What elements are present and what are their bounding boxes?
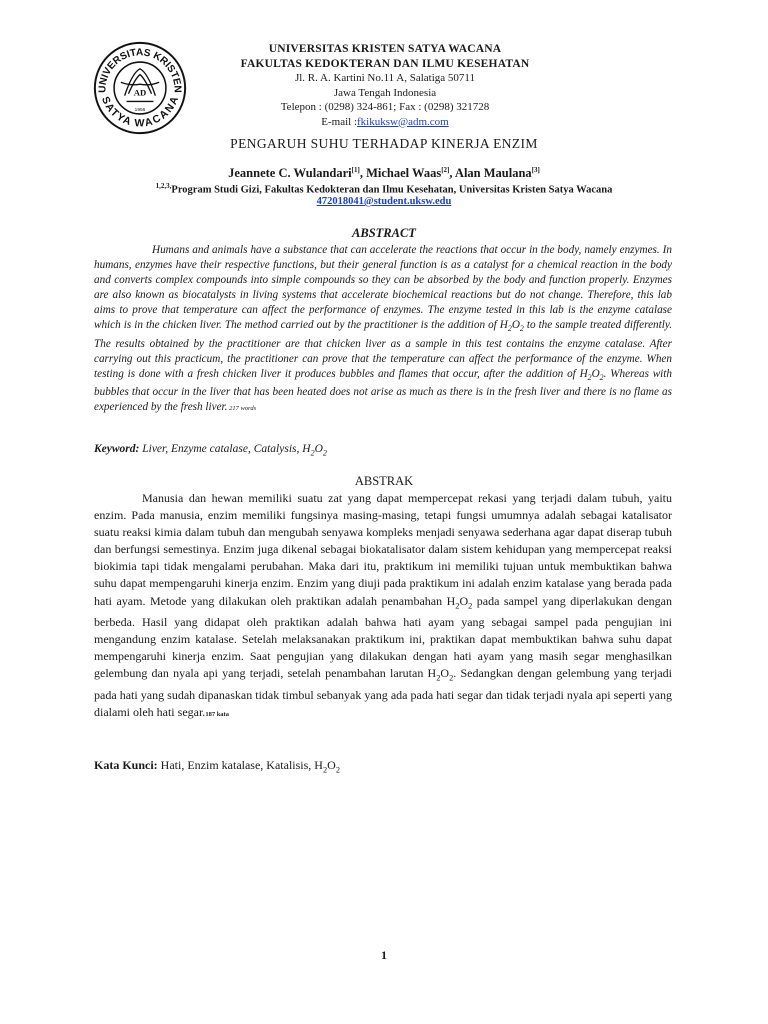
- letterhead: [190, 42, 580, 129]
- university-logo: [92, 40, 188, 136]
- subscript: 2: [310, 448, 315, 458]
- subscript: 2: [455, 600, 460, 610]
- author-2: Michael Waas: [366, 166, 442, 181]
- abstract-text-5: . Whereas with bubbles that occur in the liver that has been heated does not arise as much as there is in the fresh liver and there is no flame as experienced by the fresh liver.: [94, 367, 672, 414]
- contact-email-link[interactable]: 472018041@student.uksw.edu: [316, 196, 452, 207]
- faculty-email-link[interactable]: fkikuksw@adm.com: [357, 115, 449, 128]
- abstract-text-2: O: [511, 319, 520, 332]
- faculty-name: FAKULTAS KEDOKTERAN DAN ILMU KESEHATAN: [240, 57, 530, 70]
- kata-kunci-text: Hati, Enzim katalase, Katalisis, H: [157, 758, 323, 772]
- subscript: 2: [468, 600, 473, 610]
- kata-kunci-tail: O: [327, 758, 336, 772]
- contact-email-line: [0, 196, 768, 207]
- author-separator: ,: [359, 166, 367, 181]
- abstrak-word-count: 187 kata: [205, 710, 229, 718]
- author-2-ref: [2]: [441, 166, 450, 174]
- affiliation: [0, 182, 768, 196]
- abstract-text-1: Humans and animals have a substance that can accelerate the reactions that occur in the body, namely enzymes. In humans, enzymes have their respective functions, but their general function is as a catalyst for a chemical reaction in the body and converts complex compounds into simple compounds so they can be absorbed by the body and function properly. Enzymes are also known as biocatalysts in living systems that accelerate biochemical reactions but do not change. Therefore, this lab aims to prove that temperature can affect the performance of enzymes. The enzyme tested in this lab is the enzyme catalase which is in the chicken liver. The method carried out by the practitioner is the addition of H: [94, 244, 672, 332]
- author-list: [0, 166, 768, 181]
- abstrak-text-3: pada sampel yang diperlakukan dengan berbeda. Hasil yang didapat oleh praktikan adalah bahwa hati ayam yang sebagai sampel pada pengujian ini mengandung enzim katalase. Setelah melaksanakan praktikum ini, praktikan dapat membuktikan bahwa suhu dapat mempengaruhi kinerja enzim. Saat pengujian yang dilakukan dengan hati ayam yang masih segar menghasilkan gelembung dan nyala api yang terjadi, setelah penambahan larutan H: [94, 593, 672, 681]
- subscript: 2: [322, 448, 327, 458]
- email-label: E-mail :: [321, 115, 358, 128]
- subscript: 2: [519, 324, 524, 334]
- author-3-ref: [3]: [531, 166, 540, 174]
- abstract-word-count: 217 words: [227, 405, 257, 413]
- keywords-english: [94, 443, 672, 457]
- abstract-heading: ABSTRACT: [352, 226, 416, 240]
- letterhead-email-line: [190, 115, 580, 130]
- abstract-text-3: to the sample treated differently. The results obtained by the practitioner are that chicken liver as a sample in this test contains the enzyme catalase. After carrying out this practicum, the practitioner can prove that the temperature can affect the performance of the enzyme. When testing is done with a fresh chicken liver it produces bubbles and flames that occur, after the addition of H: [94, 319, 672, 380]
- phone-fax: Telepon : (0298) 324-861; Fax : (0298) 321728: [280, 101, 490, 113]
- kata-kunci-label: Kata Kunci:: [94, 758, 158, 772]
- abstract-text-4: O: [591, 367, 600, 380]
- page-number: 1: [381, 948, 387, 962]
- logo-ring-top: UNIVERSITAS KRISTEN: [97, 47, 183, 93]
- abstrak-heading: ABSTRAK: [354, 474, 414, 488]
- subscript: 2: [322, 765, 328, 775]
- subscript: 2: [436, 673, 441, 683]
- abstrak-text-4: O: [440, 666, 450, 681]
- author-separator: ,: [449, 166, 455, 181]
- logo-initials: AD: [133, 87, 147, 98]
- subscript: 2: [507, 324, 512, 334]
- abstrak-body: [94, 490, 672, 723]
- logo-ring-bottom: SATYA WACANA: [98, 94, 182, 130]
- subscript: 2: [599, 373, 604, 383]
- abstrak-text-1: Manusia dan hewan memiliki suatu zat yang dapat mempercepat rekasi yang terjadi dalam tubuh, yaitu enzim. Pada manusia, enzim memiliki fungsinya masing-masing, tetapi fungsi umumnya adalah sebagai katalisator suatu reaksi kimia dalam tubuh dan mengubah senyawa kompleks menjadi senyawa sederhana agar dapat diserap tubuh dan berfungsi semestinya. Enzim juga dikenal sebagai biokatalisator dalam sistem kehidupan yang mempercepat reaksi biokimia tapi tidak mengalami perubahan. Maka dari itu, praktikum ini memiliki tujuan untuk membuktikan bahwa suhu dapat mempengaruhi kinerja enzim. Enzim yang diuji pada praktikum ini adalah enzim katalase yang berada pada hati ayam. Metode yang dilakukan oleh praktikan adalah penambahan H: [94, 491, 672, 608]
- keywords-tail: O: [314, 443, 323, 455]
- province: Jawa Tengah Indonesia: [333, 86, 437, 99]
- paper-title: PENGARUH SUHU TERHADAP KINERJA ENZIM: [230, 136, 538, 151]
- university-name: UNIVERSITAS KRISTEN SATYA WACANA: [268, 43, 502, 55]
- keywords-text: Liver, Enzyme catalase, Catalysis, H: [139, 443, 311, 455]
- subscript: 2: [449, 673, 454, 683]
- subscript: 2: [335, 765, 341, 775]
- abstrak-text-2: O: [459, 593, 469, 608]
- keywords-indonesian: [94, 758, 672, 774]
- author-1-ref: [1]: [351, 166, 360, 174]
- affiliation-ref: 1,2,3,: [155, 182, 172, 190]
- keywords-label: Keyword:: [94, 443, 140, 455]
- address: Jl. R. A. Kartini No.11 A, Salatiga 50711: [294, 72, 476, 84]
- author-1: Jeannete C. Wulandari: [228, 166, 352, 181]
- affiliation-text: Program Studi Gizi, Fakultas Kedokteran dan Ilmu Kesehatan, Universitas Kristen Satya Wacana: [171, 184, 613, 196]
- logo-year: 1956: [134, 108, 146, 114]
- abstrak-text-5: . Sedangkan dengan gelembung yang terjadi pada hati yang sudah dipanaskan tidak timbul sebanyak yang ada pada hati segar dan tidak terjadi nyala api seperti yang dialami oleh hati segar.: [94, 666, 672, 719]
- author-3: Alan Maulana: [454, 166, 532, 181]
- abstract-body: [94, 243, 672, 417]
- subscript: 2: [587, 373, 592, 383]
